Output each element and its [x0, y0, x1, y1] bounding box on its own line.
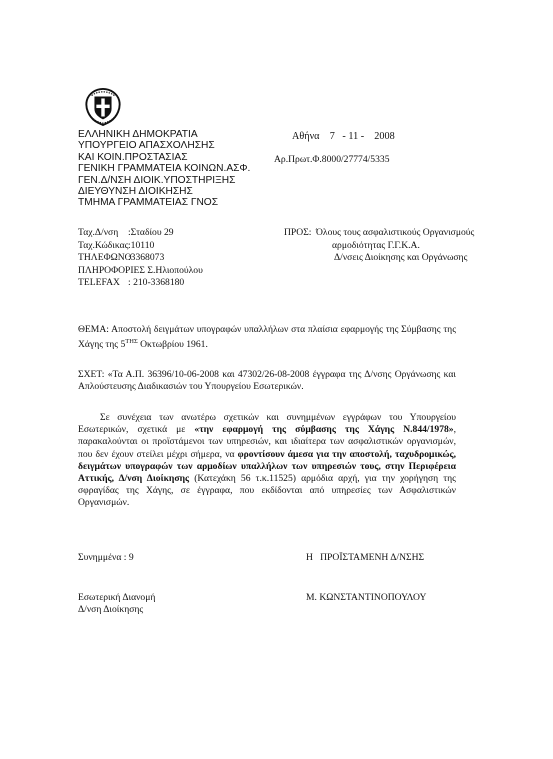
- distribution-line: Δ/νση Διοίκησης: [78, 604, 144, 616]
- reference-label: ΣΧΕΤ:: [78, 369, 105, 380]
- protocol-number: Αρ.Πρωτ.Φ.8000/27774/5335: [274, 154, 390, 165]
- subject-text: Αποστολή δειγμάτων υπογραφών υπαλλήλων στα πλαίσια εφαρμογής της Σύμβασης της Χάγης της 5: [78, 324, 456, 351]
- signatory-title: Η ΠΡΟΪΣΤΑΜΕΝΗ Δ/ΝΣΗΣ: [306, 552, 425, 563]
- contact-value: :3368073: [128, 252, 165, 264]
- contact-label: TELEFAX: [78, 277, 120, 289]
- reference-paragraph: [78, 369, 456, 393]
- contact-row: [78, 252, 203, 265]
- header-line: ΤΜΗΜΑ ΓΡΑΜΜΑΤΕΙΑΣ ΓΝΟΣ: [78, 197, 219, 209]
- contact-label: Ταχ.Δ/νση: [78, 227, 119, 238]
- body-text: , παρακαλούνται οι προϊστάμενοι των υπηρεσιών, και ιδιαίτερα των ασφαλιστικών οργανισμών, που δεν έχουν στείλει μέχρι σήμερα, να: [78, 424, 456, 460]
- header-line: ΥΠΟΥΡΓΕΙΟ ΑΠΑΣΧΟΛΗΣΗΣ: [78, 140, 215, 152]
- recipient-line: αρμοδιότητας Γ.Γ.Κ.Α.: [332, 239, 420, 251]
- recipient-block: [316, 227, 474, 265]
- body-paragraph: [78, 412, 456, 510]
- contact-label: Ταχ.Κώδικας: [78, 239, 129, 251]
- greek-emblem-icon: [84, 88, 122, 126]
- contact-row: [78, 227, 203, 240]
- body-bold-text: «την εφαρμογή της σύμβασης της Χάγης Ν.844/1978»: [194, 424, 454, 436]
- signatory-name: Μ. ΚΩΝΣΤΑΝΤΙΝΟΠΟΥΛΟΥ: [306, 592, 427, 603]
- header-line: ΚΑΙ ΚΟΙΝ.ΠΡΟΣΤΑΣΙΑΣ: [78, 151, 188, 163]
- recipient-label: ΠΡΟΣ:: [284, 227, 312, 238]
- contact-label: ΠΛΗΡΟΦΟΡΙΕΣ: [78, 264, 145, 276]
- contact-block: [78, 227, 203, 290]
- contact-row: [78, 265, 203, 278]
- subject-paragraph: [78, 324, 456, 352]
- issuer-header: [78, 129, 250, 209]
- subject-tail: Οκτωβρίου 1961.: [137, 339, 208, 351]
- body-text: (Κατεχάκη 56 τ.κ.11525) αρμόδια αρχή, για την χορήγηση της σφραγίδας της Χάγης, σε έγγραφα, που εκδίδονται από υπηρεσίες των Ασφαλιστικών Οργανισμών.: [78, 473, 456, 509]
- header-line: ΕΛΛΗΝΙΚΗ ΔΗΜΟΚΡΑΤΙΑ: [78, 129, 198, 140]
- contact-value: Σ.Ηλιοπούλου: [147, 264, 203, 276]
- subject-label: ΘΕΜΑ:: [78, 324, 109, 335]
- body-text: Σε συνέχεια των ανωτέρω σχετικών και συνημμένων εγγράφων του Υπουργείου Εσωτερικών, σχετικά με: [78, 412, 456, 436]
- distribution-line: Εσωτερική Διανομή: [78, 592, 156, 603]
- contact-value: :10110: [128, 239, 155, 251]
- recipient-line: Δ/νσεις Διοίκησης και Οργάνωσης: [334, 252, 468, 264]
- header-line: ΔΙΕΥΘΥΝΣΗ ΔΙΟΙΚΗΣΗΣ: [78, 186, 193, 198]
- subject-superscript: ΤΗΣ: [125, 338, 138, 346]
- recipient-line: Όλους τους ασφαλιστικούς Οργανισμούς: [316, 227, 475, 238]
- contact-value: : 210-3368180: [128, 277, 185, 289]
- enclosures-count: Συνημμένα : 9: [78, 552, 134, 563]
- body-bold-text: φροντίσουν άμεσα για την αποστολή, ταχυδρομικώς, δειγμάτων υπογραφών των αρμοδίων υπαλλήλων των υπηρεσιών τους, στην Περιφέρεια Αττικής, Δ/νση Διοίκησης: [78, 448, 456, 485]
- header-line: ΓΕΝΙΚΗ ΓΡΑΜΜΑΤΕΙΑ ΚΟΙΝΩΝ.ΑΣΦ.: [78, 163, 251, 175]
- reference-text: «Τα Α.Π. 36396/10-06-2008 και 47302/26-08-2008 έγγραφα της Δ/νσης Οργάνωσης και Απλούστευσης Διαδικασιών του Υπουργείου Εσωτερικών.: [78, 369, 456, 393]
- distribution-block: [78, 592, 155, 616]
- document-date: Αθήνα 7 - 11 - 2008: [292, 131, 395, 142]
- contact-row: [78, 277, 203, 290]
- contact-label: ΤΗΛΕΦΩΝΟ: [78, 252, 132, 264]
- contact-value: :Σταδίου 29: [128, 227, 174, 238]
- contact-row: [78, 240, 203, 253]
- header-line: ΓΕΝ.Δ/ΝΣΗ ΔΙΟΙΚ.ΥΠΟΣΤΗΡΙΞΗΣ: [78, 174, 236, 186]
